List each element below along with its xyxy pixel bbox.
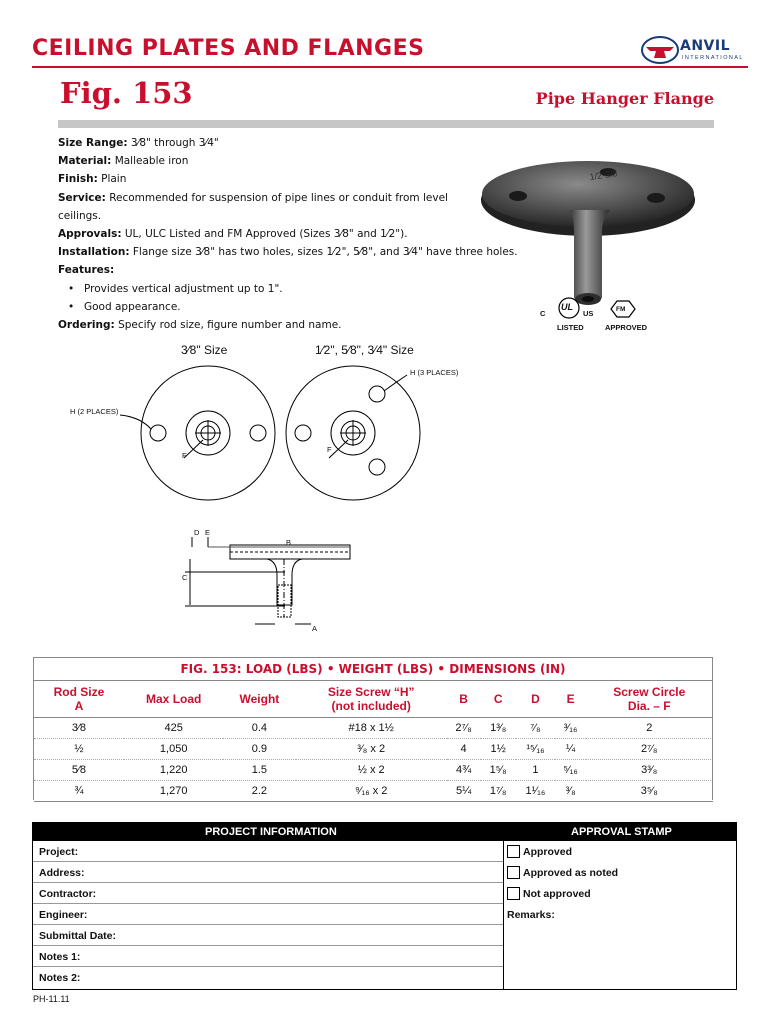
project-field[interactable]: Notes 2: <box>39 972 81 984</box>
project-information-form <box>32 822 737 990</box>
product-specs <box>58 134 518 334</box>
table-cell: 2⁷⁄₈ <box>586 739 712 760</box>
divider-bar <box>58 120 714 128</box>
ul-us-text: US <box>583 309 594 318</box>
approved-as-noted-option[interactable]: Approved as noted <box>507 866 618 879</box>
column-header-line: D <box>531 692 540 706</box>
column-header <box>447 681 481 718</box>
fm-approved-text: APPROVED <box>605 323 648 332</box>
table-cell: ¼ <box>555 739 586 760</box>
table-cell: 2.2 <box>223 781 296 802</box>
ul-mark-text: UL <box>561 302 573 312</box>
table-cell: 1⁵⁄₈ <box>481 760 516 781</box>
form-header <box>33 823 736 841</box>
table-cell: 0.4 <box>223 718 296 739</box>
fm-mark-text: FM <box>616 306 626 313</box>
approved-as-noted-checkbox[interactable] <box>507 866 520 879</box>
column-header-line: Rod Size <box>53 685 105 699</box>
column-header-line: C <box>493 692 503 706</box>
spec-finish: Finish: Plain <box>58 173 127 186</box>
column-header <box>516 681 556 718</box>
table-cell: 1,050 <box>124 739 223 760</box>
column-header-line: Max Load <box>146 692 202 706</box>
table-cell: 1½ <box>481 739 516 760</box>
feature-item: • Good appearance. <box>58 298 478 316</box>
table-cell: ¾ <box>34 781 125 802</box>
figure-name: Pipe Hanger Flange <box>535 89 714 108</box>
logo-text: ANVIL <box>680 38 731 54</box>
not-approved-checkbox[interactable] <box>507 887 520 900</box>
project-field[interactable]: Address: <box>33 862 503 883</box>
project-field[interactable]: Notes 1: <box>33 946 503 967</box>
column-header <box>555 681 586 718</box>
svg-text:1/2-3/8: 1/2-3/8 <box>588 168 619 182</box>
right-holes-label: H (3 PLACES) <box>410 368 459 377</box>
table-cell: 1³⁄₈ <box>481 718 516 739</box>
spec-ordering: Ordering: Specify rod size, figure number and name. <box>58 319 342 332</box>
ul-c-text: C <box>540 309 546 318</box>
spec-installation: Installation: Flange size 3⁄8" has two holes, sizes 1⁄2", 5⁄8", and 3⁄4" have three holes. <box>58 246 518 259</box>
table-cell: 1⁷⁄₈ <box>481 781 516 802</box>
table-cell: 2 <box>586 718 712 739</box>
spec-approvals: Approvals: UL, ULC Listed and FM Approved (Sizes 3⁄8" and 1⁄2"). <box>58 228 408 241</box>
project-field[interactable]: Submittal Date: <box>33 925 503 946</box>
table-cell: 4 <box>447 739 481 760</box>
table-cell: ½ <box>34 739 125 760</box>
table-cell: ½ x 2 <box>296 760 447 781</box>
column-header <box>34 681 125 718</box>
dim-d: D <box>194 528 200 537</box>
table-cell: 5⁄8 <box>34 760 125 781</box>
spec-service: Service: Recommended for suspension of pipe lines or conduit from level ceilings. <box>58 191 448 222</box>
table-cell: 1 <box>516 760 556 781</box>
project-field[interactable]: Contractor: <box>33 883 503 904</box>
table-cell: ⁹⁄₁₆ x 2 <box>296 781 447 802</box>
table-row <box>34 739 713 760</box>
spec-size-range: Size Range: 3⁄8" through 3⁄4" <box>58 137 219 149</box>
table-cell: 5¼ <box>447 781 481 802</box>
left-holes-label: H (2 PLACES) <box>70 407 119 416</box>
table-cell: ³⁄₈ x 2 <box>296 739 447 760</box>
column-header <box>296 681 447 718</box>
spec-material: Material: Malleable iron <box>58 155 189 168</box>
table-cell: 4¾ <box>447 760 481 781</box>
ul-listed-text: LISTED <box>557 323 584 332</box>
table-cell: 1¹⁄₁₆ <box>516 781 556 802</box>
table-cell: 1,270 <box>124 781 223 802</box>
table-row <box>34 781 713 802</box>
table-cell: 1,220 <box>124 760 223 781</box>
table-cell: ⁵⁄₁₆ <box>555 760 586 781</box>
column-header <box>223 681 296 718</box>
spec-features: Features: <box>58 264 115 277</box>
project-field[interactable]: Engineer: <box>33 904 503 925</box>
product-photo <box>478 158 703 310</box>
project-field[interactable]: Project: <box>33 841 503 862</box>
column-header <box>586 681 712 718</box>
dim-c: C <box>182 573 188 582</box>
feature-item: • Provides vertical adjustment up to 1". <box>58 280 478 298</box>
table-cell: 0.9 <box>223 739 296 760</box>
dim-b: B <box>286 538 292 547</box>
column-header-line: Size Screw “H” <box>327 685 415 699</box>
figure-number: Fig. 153 <box>60 76 193 110</box>
column-header-line: A <box>74 699 84 713</box>
left-view-label: 3⁄8" Size <box>181 343 228 357</box>
table-cell: 2⁷⁄₈ <box>447 718 481 739</box>
table-cell: #18 x 1½ <box>296 718 447 739</box>
technical-drawing <box>55 335 655 640</box>
table-cell: 1.5 <box>223 760 296 781</box>
table-cell: ⁷⁄₈ <box>516 718 556 739</box>
table-cell: ³⁄₈ <box>555 781 586 802</box>
column-header <box>124 681 223 718</box>
dim-e: E <box>205 528 211 537</box>
dimensions-table <box>33 657 713 802</box>
table-cell: ¹⁵⁄₁₆ <box>516 739 556 760</box>
dim-a: A <box>312 624 318 633</box>
column-header-line: B <box>459 692 468 706</box>
table-cell: ³⁄₁₆ <box>555 718 586 739</box>
header-rule <box>32 66 748 68</box>
table-cell: 425 <box>124 718 223 739</box>
column-header-line: Screw Circle <box>613 685 686 699</box>
form-divider <box>503 841 504 989</box>
drawing-linework <box>55 335 655 640</box>
table-row <box>34 760 713 781</box>
approval-stamp-heading: APPROVAL STAMP <box>571 826 672 838</box>
column-header-line: Dia. – F <box>627 699 671 713</box>
column-header-line: (not included) <box>331 699 411 713</box>
remarks-label: Remarks: <box>507 909 555 921</box>
table-cell: 3³⁄₈ <box>586 760 712 781</box>
page-code: PH-11.11 <box>33 994 70 1004</box>
table-caption: FIG. 153: LOAD (LBS) • WEIGHT (LBS) • DIMENSIONS (IN) <box>34 658 713 681</box>
column-header-line: E <box>566 692 575 706</box>
project-info-heading: PROJECT INFORMATION <box>205 826 337 838</box>
table-row <box>34 718 713 739</box>
column-header-line: Weight <box>239 692 280 706</box>
approved-checkbox[interactable] <box>507 845 520 858</box>
dim-f-right: F <box>327 445 332 454</box>
approved-option[interactable]: Approved <box>507 845 572 858</box>
column-header <box>481 681 516 718</box>
table-cell: 3⁵⁄₈ <box>586 781 712 802</box>
logo-subtext: INTERNATIONAL <box>682 55 744 61</box>
right-view-label: 1⁄2", 5⁄8", 3⁄4" Size <box>315 343 414 357</box>
table-cell: 3⁄8 <box>34 718 125 739</box>
section-title: CEILING PLATES AND FLANGES <box>32 36 425 61</box>
not-approved-option[interactable]: Not approved <box>507 887 591 900</box>
dim-f-left: F <box>182 451 187 460</box>
